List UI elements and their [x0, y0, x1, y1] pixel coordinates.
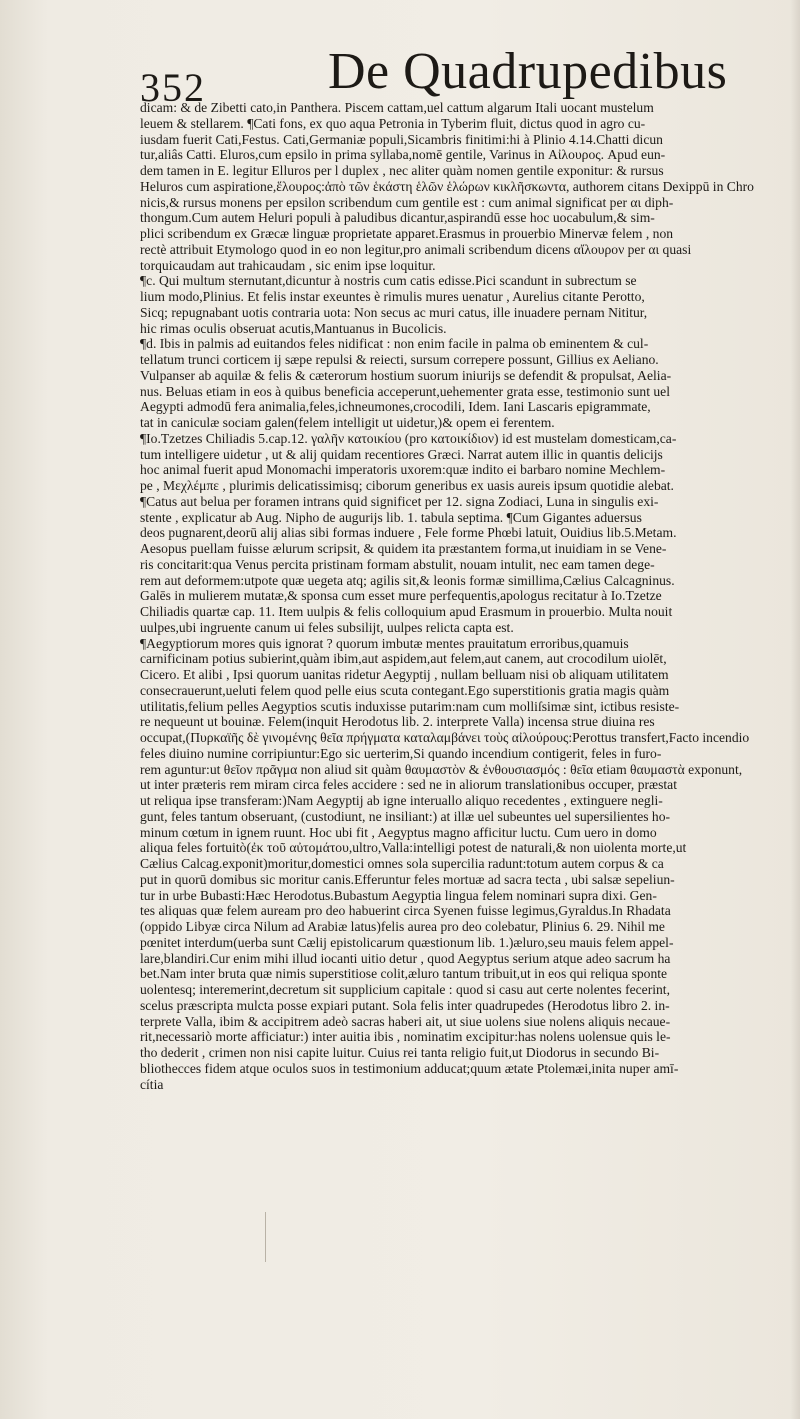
text-line: hic rimas oculis obseruat acutis,Mantuanus in Bucolicis.: [140, 320, 447, 336]
text-line: rectè attribuit Etymologo quod in eo non legitur,pro animali scribendum dicens αἴλουρον per αι quasi: [140, 241, 692, 257]
text-line: ut reliqua ipse transferam:)Nam Aegyptij ab igne interuallo aliquo recedentes , extinguere negli-: [140, 793, 663, 808]
text-line: Vulpanser ab aquilæ & felis & cæterorum hostium suorum iniurijs se defendit & propulsat, Aelia-: [140, 367, 672, 383]
text-line: torquicaudam aut trahicaudam , sic enim ipse loquitur.: [140, 257, 436, 273]
text-line: carnificinam potius subierint,quàm ibim,aut aspidem,aut felem,aut canem, aut crocodilum uiolēt,: [140, 651, 667, 667]
text-line: ¶Catus aut belua per foramen intrans quid significet per 12. signa Zodiaci, Luna in singulis exi-: [140, 493, 659, 509]
text-line: uolentesq; interemerint,decretum sit supplicium capitale : quod si casu aut certe nolentes fecerint,: [140, 982, 670, 997]
text-line: deos pugnarent,deorū alij alias sibi formas induere , Fele forme Phœbi latuit, Ouidius lib.5.Metam.: [140, 525, 677, 541]
text-line: lium modo,Plinius. Et felis instar exeuntes è rimulis mures uenatur , Aurelius citante Perotto,: [140, 289, 645, 304]
text-line: nicis,& rursus monens per epsilon scribendum cum gentile est : cum animal significat per αι diph-: [140, 194, 674, 210]
text-line: Chiliadis quartæ cap. 11. Item uulpis & felis colloquium apud Erasmum in prouerbio. Multa nouit: [140, 604, 673, 619]
text-line: gunt, feles tantum obseruant, (custodiunt, ne insiliant:) at illæ uel subeuntes uel supersilientes ho-: [140, 808, 671, 824]
text-line: tes aliquas quæ felem auream pro deo habuerint circa Syenen fuisse legimus,Gyraldus.In Rhadata: [140, 903, 671, 919]
text-line: rit,necessariò morte afficiatur:) inter auitia ibis , nominatim excipitur:has nolens uolensue quis le-: [140, 1029, 671, 1045]
text-line: ¶c. Qui multum sternutant,dicuntur à nostris cum catis edisse.Pici scandunt in subrectum se: [140, 273, 637, 289]
text-line: (oppido Libyæ circa Nilum ad Arabiæ latus)felis aurea pro deo colebatur, Plinius 6. 29. Nihil me: [140, 919, 665, 934]
text-line: re nequeunt ut bouinæ. Felem(inquit Herodotus lib. 2. interprete Valla) incensa strue diuina res: [140, 714, 655, 730]
text-line: tur,aliâs Catti. Eluros,cum epsilo in prima syllaba,nomē gentile, Varinus in Αἰλουρος. Apud eun-: [140, 147, 666, 163]
text-line: dicam: & de Zibetti cato,in Panthera. Piscem cattam,uel cattum algarum Itali uocant mustelum: [140, 100, 654, 115]
text-line: rem aguntur:ut θεῖον πρᾶγμα non aliud sit quàm θαυμαστὸν & ἐνθουσιασμός : θεῖα etiam θαυμαστὰ exponunt,: [140, 761, 743, 777]
text-line: tho dederit , crimen non nisi capite luitur. Cuius rei tanta religio fuit,ut Diodorus in secundo Bi-: [140, 1045, 660, 1060]
text-line: Aesopus puellam fuisse ælurum scripsit, & quidem ita præstantem forma,ut inuidiam in se Vene-: [140, 541, 667, 556]
text-line: pœnitet interdum(uerba sunt Cælij epistolicarum quæstionum lib. 1.)æluro,seu mauis felem appel-: [140, 934, 674, 950]
text-line: bliothecces fidem atque oculos suos in testimonium adducat;quum ætate Ptolemæi,inita nuper amī-: [140, 1060, 679, 1076]
text-line: stente , explicatur ab Aug. Nipho de augurijs lib. 1. tabula septima. ¶Cum Gigantes aduersus: [140, 509, 642, 525]
text-line: ¶d. Ibis in palmis ad euitandos feles nidificat : non enim facile in palma ob eminentem & cul-: [140, 336, 649, 352]
text-line: feles diuino numine corripiuntur:Ego sic uerterim,Si quando incendium contigerit, feles in furo-: [140, 745, 662, 761]
text-line: lare,blandiri.Cur enim mihi illud iocanti uitio detur , quod Aegyptus serium atque adeo sacrum ha: [140, 950, 671, 966]
text-line: occupat,(Πυρκαϊῆς δὲ γινομένης θεῖα πρήγματα καταλαμβάνει τοὺς αἰλούρους:Perottus transfert,Facto incendio: [140, 730, 750, 745]
text-line: Galēs in mulierem mutatæ,& sponsa cum esset mure perfequentis,apologus recitatur à Io.Tzetze: [140, 588, 662, 604]
text-line: ut inter præteris rem miram circa feles accidere : sed ne in aliorum translationibus occuper, præstat: [140, 777, 677, 793]
text-line: tat in caniculæ sociam galen(felem intelligit ut uidetur,)& opem ei ferentem.: [140, 415, 555, 430]
page-edge-shadow: [790, 0, 800, 1419]
text-line: cítia: [140, 1076, 164, 1092]
text-line: tur in urbe Bubasti:Hæc Herodotus.Bubastum Aegyptia lingua felem nominari supra dixi. Gen-: [140, 887, 657, 903]
text-line: tum intelligere uidetur , ut & alij quidam recentiores Græci. Narrat autem illic in quantis delicijs: [140, 446, 663, 462]
text-line: hoc animal fuerit apud Monomachi imperatoris uxorem:quæ indito ei barbaro nomine Mechlem-: [140, 462, 666, 478]
text-line: aliqua feles fortuitò(ἐκ τοῦ αὐτομάτου,ultro,Valla:intelligi potest de naturali,& non uiolenta morte,ut: [140, 840, 687, 856]
text-line: pe , Μεχλέμπε , plurimis delicatissimisq; ciborum generibus ex uasis aureis ipsum quotidie alebat.: [140, 478, 674, 493]
text-line: put in quorū domibus sic moritur canis.Efferuntur feles mortuæ ad sacra tecta , ubi salsæ sepeliun-: [140, 871, 675, 887]
text-line: terprete Valla, ibim & accipitrem adeò sacras haberi ait, ut siue uolens siue nolens aliquis necaue-: [140, 1013, 671, 1029]
text-line: bet.Nam inter bruta quæ nimis superstitiose colit,æluro tantum tribuit,ut in eos qui reliqua sponte: [140, 966, 668, 982]
text-line: Heluros cum aspiratione,ἕλουρος:ἀπὸ τῶν ἑκάστη ἑλῶν ἑλώρων κικλῆσκωντα, authorem citans Dexippū in Chro: [140, 178, 754, 194]
text-line: nus. Beluas etiam in eos à quibus beneficia acceperunt,uehementer grata esse, testimonio sunt uel: [140, 383, 670, 399]
text-line: rem aut deformem:utpote quæ uegeta atq; agilis sit,& leonis formæ simillima,Cælius Calcagninus.: [140, 572, 675, 588]
text-line: uulpes,ubi ingruente canum ui feles subsilijt, uulpes relicta capta est.: [140, 619, 514, 635]
text-line: Sicq; repugnabant uotis contraria uota: Non secus ac muri catus, ille inuadere pernam Nititur,: [140, 304, 648, 320]
text-line: plici scribendum ex Græcæ linguæ proprietate apparet.Erasmus in prouerbio Minervæ felem , non: [140, 226, 674, 241]
running-title: De Quadrupedibus: [328, 43, 728, 100]
body-text: [140, 100, 780, 1092]
page-number: 352: [140, 65, 206, 110]
text-line: leuem & stellarem. ¶Cati fons, ex quo aqua Petronia in Tyberim fluit, dictus quod in agro cu-: [140, 115, 646, 131]
text-line: scelus præscripta mulcta posse expiari putant. Sola felis inter quadrupedes (Herodotus libro 2. in-: [140, 997, 670, 1013]
text-line: ¶Io.Tzetzes Chiliadis 5.cap.12. γαλῆν κατοικίου (pro κατοικίδιον) id est mustelam domesticam,ca-: [140, 430, 677, 446]
text-line: ¶Aegyptiorum mores quis ignorat ? quorum imbutæ mentes prauitatum erroribus,quamuis: [140, 635, 629, 651]
text-line: tellatum trunci corticem ij sæpe repulsi & reiecti, sursum correpere possunt, Gillius ex Aeliano.: [140, 352, 659, 367]
text-line: Cicero. Et alibi , Ipsi quorum uanitas ridetur Aegyptij , nullam belluam nisi ob aliquam utilitatem: [140, 667, 669, 682]
page-fold-mark: [265, 1212, 266, 1262]
text-line: thongum.Cum autem Heluri populi à paludibus dicantur,aspirandū esse hoc uocabulum,& sim-: [140, 210, 655, 226]
text-line: ris concitarit:qua Venus percita pristinam formam abstulit, nouam intulit, nec eam tamen dege-: [140, 556, 655, 572]
text-line: utilitatis,felium pelles Aegyptios scutis induxisse putarim:nam cum molliſsimæ sint, ictibus resiste-: [140, 698, 680, 714]
text-line: iusdam fuerit Cati,Festus. Cati,Germaniæ populi,Sicambris finitimi:hi à Plinio 4.14.Chatti dicun: [140, 131, 663, 147]
text-line: minum cœtum in ignem ruunt. Hoc ubi fit , Aegyptus magno afficitur luctu. Cum uero in domo: [140, 824, 657, 840]
text-line: Cælius Calcag.exponit)moritur,domestici omnes sola supercilia radunt:totum autem corpus & ca: [140, 856, 664, 871]
text-line: Aegypti admodū fera animalia,feles,ichneumones,crocodili, Idem. Iani Lascaris epigrammate,: [140, 399, 651, 415]
text-line: dem tamen in E. legitur Elluros per l duplex , nec aliter quàm nomen gentile exponitur: & rursus: [140, 163, 664, 178]
text-line: consecrauerunt,ueluti felem quod pelle eius scuta contegant.Ego superstitionis gratia magis quàm: [140, 682, 670, 698]
